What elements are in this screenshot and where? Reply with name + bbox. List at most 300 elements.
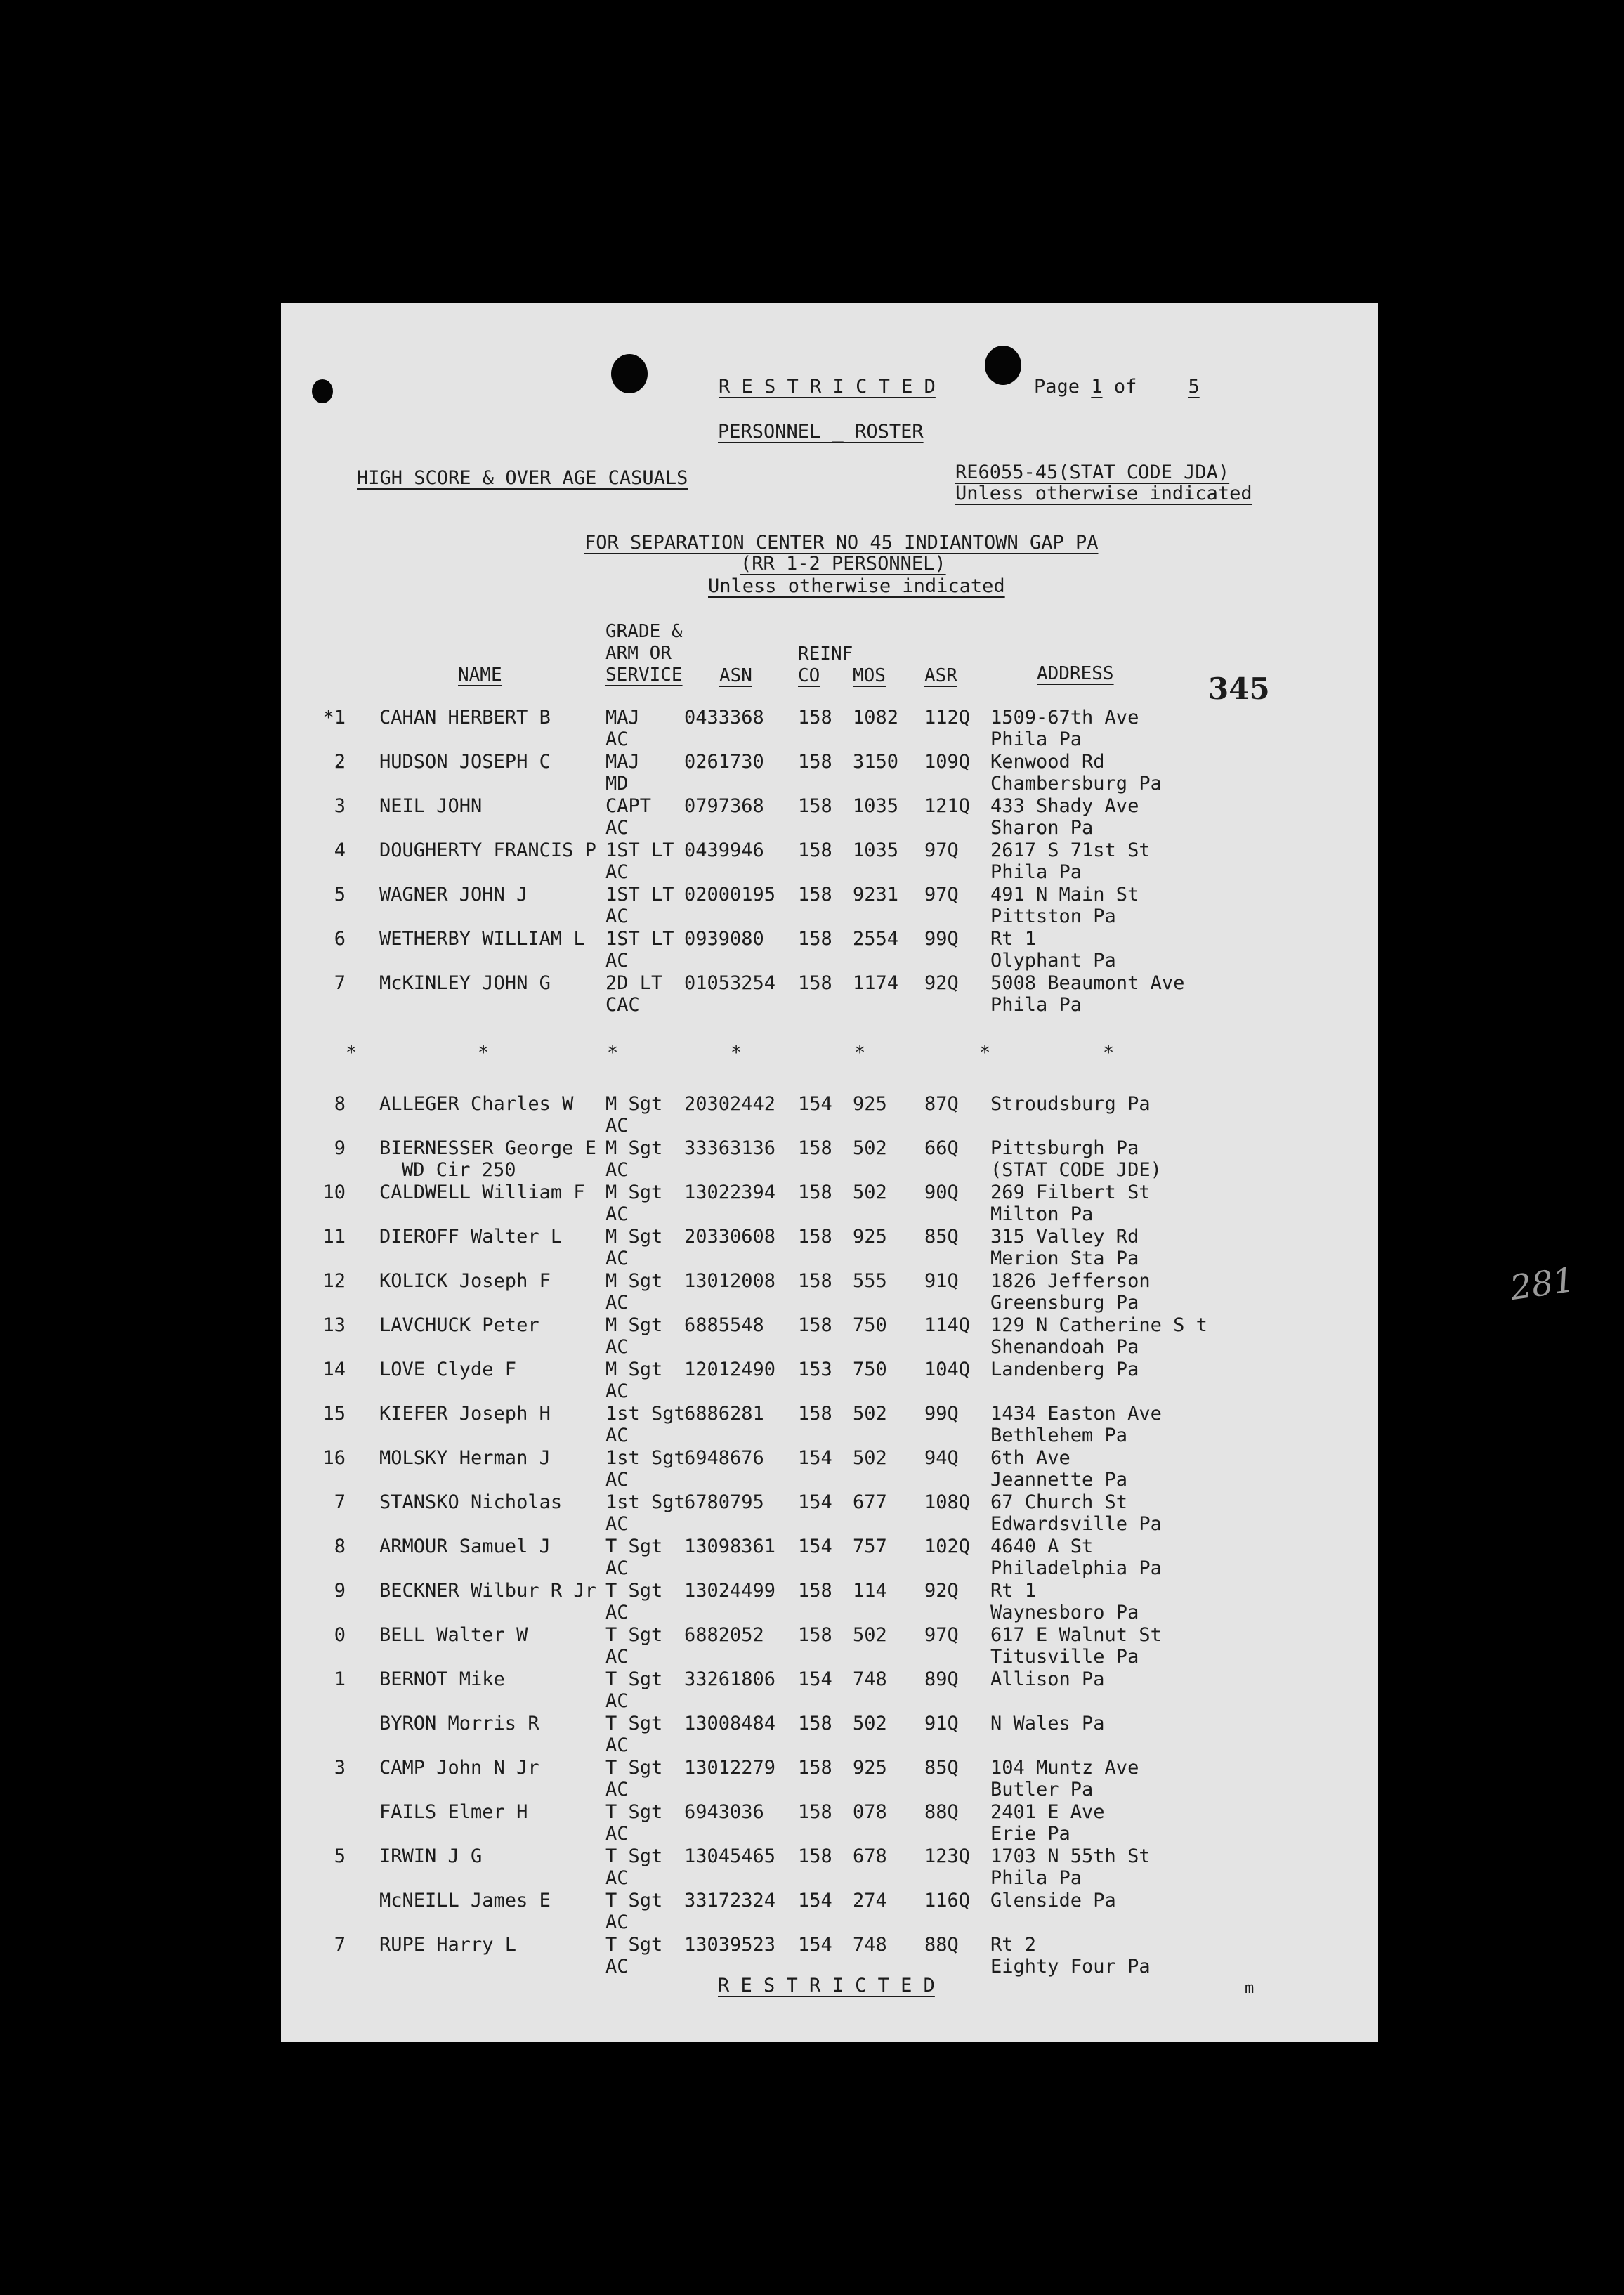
arm-service: AC — [605, 1956, 629, 1977]
address-line-1: 1509-67th Ave — [990, 707, 1139, 728]
grade: T Sgt — [605, 1934, 663, 1956]
address-line-1: 5008 Beaumont Ave — [990, 972, 1185, 994]
grade: 1st Sgt — [605, 1491, 686, 1513]
asr: 66Q — [924, 1137, 959, 1159]
reinf-co: 158 — [798, 1801, 832, 1823]
asr: 97Q — [924, 1624, 959, 1646]
arm-service: AC — [605, 905, 629, 927]
address-line-2: Waynesboro Pa — [990, 1602, 1139, 1623]
entry-number: 7 — [334, 972, 346, 994]
address-line-2: Chambersburg Pa — [990, 773, 1162, 795]
arm-service: AC — [605, 817, 629, 839]
asn: 6886281 — [684, 1403, 764, 1425]
mos: 677 — [853, 1491, 887, 1513]
person-name: MOLSKY Herman J — [379, 1447, 551, 1469]
address-line-2: Titusville Pa — [990, 1646, 1139, 1668]
reinf-co: 158 — [798, 1757, 832, 1779]
reinf-co: 158 — [798, 839, 832, 861]
asn: 13022394 — [684, 1182, 776, 1203]
separator-star: * — [979, 1042, 991, 1064]
asr: 85Q — [924, 1757, 959, 1779]
person-name: BECKNER Wilbur R Jr — [379, 1580, 596, 1602]
entry-number: 10 — [322, 1182, 346, 1203]
address-line-2: Milton Pa — [990, 1203, 1094, 1225]
punch-hole — [312, 379, 333, 403]
person-name: HUDSON JOSEPH C — [379, 751, 551, 773]
corner-mark: m — [1245, 1980, 1255, 1997]
separator-star: * — [854, 1042, 866, 1064]
grade: 1st Sgt — [605, 1447, 686, 1469]
person-name: STANSKO Nicholas — [379, 1491, 563, 1513]
table-row — [281, 1536, 1378, 1580]
reinf-co: 158 — [798, 928, 832, 950]
pencil-note: 281 — [1507, 1260, 1578, 1309]
personnel-class: (RR 1-2 PERSONNEL) — [740, 553, 946, 575]
mos: 748 — [853, 1934, 887, 1956]
person-name: NEIL JOHN — [379, 795, 483, 817]
reinf-co: 154 — [798, 1536, 832, 1557]
asr: 121Q — [924, 795, 971, 817]
asr: 91Q — [924, 1270, 959, 1292]
arm-service: AC — [605, 950, 629, 972]
asn: 01053254 — [684, 972, 776, 994]
asr: 109Q — [924, 751, 971, 773]
mos: 502 — [853, 1447, 887, 1469]
restricted-footer: R E S T R I C T E D — [718, 1975, 935, 1996]
asn: 0797368 — [684, 795, 764, 817]
mos: 757 — [853, 1536, 887, 1557]
col-name: NAME — [458, 665, 502, 686]
address-line-1: Pittsburgh Pa — [990, 1137, 1139, 1159]
table-row — [281, 884, 1378, 928]
address-line-1: 6th Ave — [990, 1447, 1070, 1469]
reinf-co: 154 — [798, 1890, 832, 1911]
asr: 85Q — [924, 1226, 959, 1248]
reinf-co: 158 — [798, 1713, 832, 1734]
asn: 33363136 — [684, 1137, 776, 1159]
address-line-2: (STAT CODE JDE) — [990, 1159, 1162, 1181]
entry-number: 1 — [334, 1668, 346, 1690]
asn: 0939080 — [684, 928, 764, 950]
entry-number: 5 — [334, 884, 346, 905]
address-line-1: 617 E Walnut St — [990, 1624, 1162, 1646]
grade: 2D LT — [605, 972, 663, 994]
asn: 33261806 — [684, 1668, 776, 1690]
mos: 274 — [853, 1890, 887, 1911]
entry-number: 6 — [334, 928, 346, 950]
arm-service: AC — [605, 1779, 629, 1800]
table-row — [281, 928, 1378, 972]
mos: 3150 — [853, 751, 899, 773]
person-name: KIEFER Joseph H — [379, 1403, 551, 1425]
reinf-co: 158 — [798, 1624, 832, 1646]
separation-center: FOR SEPARATION CENTER NO 45 INDIANTOWN GAP PA — [584, 532, 1099, 554]
col-asr: ASR — [924, 665, 957, 686]
arm-service: AC — [605, 1867, 629, 1889]
reinf-co: 158 — [798, 1182, 832, 1203]
asr: 99Q — [924, 928, 959, 950]
arm-service: AC — [605, 1602, 629, 1623]
table-row — [281, 1314, 1378, 1359]
entry-number: 11 — [322, 1226, 346, 1248]
person-name: CALDWELL William F — [379, 1182, 585, 1203]
asn: 0261730 — [684, 751, 764, 773]
arm-service: AC — [605, 1734, 629, 1756]
person-name: ALLEGER Charles W — [379, 1093, 574, 1115]
asr: 108Q — [924, 1491, 971, 1513]
entry-number: 12 — [322, 1270, 346, 1292]
table-row — [281, 707, 1378, 751]
separator-star: * — [731, 1042, 742, 1064]
address-line-2: Philadelphia Pa — [990, 1557, 1162, 1579]
reinf-co: 158 — [798, 1314, 832, 1336]
entry-number: 14 — [322, 1359, 346, 1380]
entry-number: 4 — [334, 839, 346, 861]
table-row — [281, 1447, 1378, 1491]
person-name: IRWIN J G — [379, 1845, 483, 1867]
person-name: WAGNER JOHN J — [379, 884, 528, 905]
asr: 97Q — [924, 839, 959, 861]
grade: 1ST LT — [605, 884, 674, 905]
entry-number: 7 — [334, 1491, 346, 1513]
mos: 2554 — [853, 928, 899, 950]
stamp-number: 345 — [1208, 672, 1270, 706]
address-line-1: 67 Church St — [990, 1491, 1128, 1513]
table-row — [281, 972, 1378, 1016]
asn: 6943036 — [684, 1801, 764, 1823]
asr: 102Q — [924, 1536, 971, 1557]
reinf-co: 158 — [798, 972, 832, 994]
address-line-1: Kenwood Rd — [990, 751, 1105, 773]
address-line-2: Greensburg Pa — [990, 1292, 1139, 1314]
grade: M Sgt — [605, 1226, 663, 1248]
arm-service: AC — [605, 1823, 629, 1845]
separator-star: * — [346, 1042, 358, 1064]
entry-number: 16 — [322, 1447, 346, 1469]
entry-number: 5 — [334, 1845, 346, 1867]
grade: MAJ — [605, 707, 640, 728]
address-line-1: 2401 E Ave — [990, 1801, 1105, 1823]
table-row — [281, 1934, 1378, 1978]
grade: T Sgt — [605, 1668, 663, 1690]
person-name: BIERNESSER George E — [379, 1137, 596, 1159]
mos: 925 — [853, 1093, 887, 1115]
reinf-co: 154 — [798, 1668, 832, 1690]
asn: 6885548 — [684, 1314, 764, 1336]
name-note: WD Cir 250 — [402, 1159, 516, 1181]
table-row — [281, 1668, 1378, 1713]
col-mos: MOS — [853, 665, 886, 686]
entry-number: 13 — [322, 1314, 346, 1336]
table-row — [281, 1403, 1378, 1447]
mos: 1082 — [853, 707, 899, 728]
arm-service: CAC — [605, 994, 640, 1016]
address-line-1: Rt 1 — [990, 928, 1037, 950]
separator-star: * — [607, 1042, 619, 1064]
address-line-1: Rt 2 — [990, 1934, 1037, 1956]
table-row — [281, 1359, 1378, 1403]
asn: 20330608 — [684, 1226, 776, 1248]
asr: 114Q — [924, 1314, 971, 1336]
entry-number: 7 — [334, 1934, 346, 1956]
punch-hole — [611, 354, 648, 393]
reinf-co: 158 — [798, 1580, 832, 1602]
address-line-2: Sharon Pa — [990, 817, 1094, 839]
asn: 0433368 — [684, 707, 764, 728]
asn: 20302442 — [684, 1093, 776, 1115]
address-line-1: Landenberg Pa — [990, 1359, 1139, 1380]
separator-star: * — [478, 1042, 490, 1064]
person-name: BYRON Morris R — [379, 1713, 539, 1734]
arm-service: MD — [605, 773, 629, 795]
address-line-2: Phila Pa — [990, 994, 1082, 1016]
address-line-2: Olyphant Pa — [990, 950, 1116, 972]
reinf-co: 154 — [798, 1491, 832, 1513]
grade: M Sgt — [605, 1359, 663, 1380]
mos: 1035 — [853, 795, 899, 817]
asn: 13039523 — [684, 1934, 776, 1956]
mos: 1035 — [853, 839, 899, 861]
address-line-2: Eighty Four Pa — [990, 1956, 1151, 1977]
reinf-co: 158 — [798, 751, 832, 773]
entry-number: 2 — [334, 751, 346, 773]
reinf-co: 154 — [798, 1093, 832, 1115]
mos: 750 — [853, 1359, 887, 1380]
mos: 9231 — [853, 884, 899, 905]
address-line-1: N Wales Pa — [990, 1713, 1105, 1734]
address-line-2: Pittston Pa — [990, 905, 1116, 927]
address-line-1: 315 Valley Rd — [990, 1226, 1139, 1248]
address-line-1: Stroudsburg Pa — [990, 1093, 1151, 1115]
table-row — [281, 1845, 1378, 1890]
col-reinf: REINF CO — [798, 643, 853, 686]
mos: 502 — [853, 1137, 887, 1159]
entry-number: 9 — [334, 1137, 346, 1159]
page-indicator: Page 1 of 5 — [1034, 376, 1200, 398]
address-line-2: Bethlehem Pa — [990, 1425, 1128, 1446]
col-asn: ASN — [719, 665, 752, 686]
asr: 112Q — [924, 707, 971, 728]
mos: 502 — [853, 1182, 887, 1203]
mos: 750 — [853, 1314, 887, 1336]
asr: 90Q — [924, 1182, 959, 1203]
grade: M Sgt — [605, 1093, 663, 1115]
grade: T Sgt — [605, 1624, 663, 1646]
reinf-co: 158 — [798, 707, 832, 728]
table-row — [281, 1137, 1378, 1182]
grade: MAJ — [605, 751, 640, 773]
asn: 12012490 — [684, 1359, 776, 1380]
person-name: RUPE Harry L — [379, 1934, 517, 1956]
arm-service: AC — [605, 1159, 629, 1181]
entry-number: 3 — [334, 1757, 346, 1779]
person-name: ARMOUR Samuel J — [379, 1536, 551, 1557]
reinf-co: 158 — [798, 1226, 832, 1248]
address-line-2: Phila Pa — [990, 861, 1082, 883]
unless-note: Unless otherwise indicated — [708, 575, 1005, 597]
person-name: CAHAN HERBERT B — [379, 707, 551, 728]
person-name: BELL Walter W — [379, 1624, 528, 1646]
grade: T Sgt — [605, 1580, 663, 1602]
person-name: CAMP John N Jr — [379, 1757, 539, 1779]
asn: 0439946 — [684, 839, 764, 861]
table-row — [281, 1580, 1378, 1624]
entry-number: *1 — [322, 707, 346, 728]
address-line-2: Phila Pa — [990, 1867, 1082, 1889]
reinf-co: 158 — [798, 1270, 832, 1292]
address-line-2: Phila Pa — [990, 728, 1082, 750]
left-title: HIGH SCORE & OVER AGE CASUALS — [357, 467, 688, 489]
separator-star: * — [1103, 1042, 1115, 1064]
entry-number: 9 — [334, 1580, 346, 1602]
grade: T Sgt — [605, 1757, 663, 1779]
asn: 02000195 — [684, 884, 776, 905]
mos: 078 — [853, 1801, 887, 1823]
person-name: LOVE Clyde F — [379, 1359, 517, 1380]
table-row — [281, 1093, 1378, 1137]
mos: 502 — [853, 1403, 887, 1425]
table-row — [281, 1182, 1378, 1226]
person-name: DIEROFF Walter L — [379, 1226, 563, 1248]
section-separator — [281, 1042, 1378, 1063]
entry-number: 3 — [334, 795, 346, 817]
reinf-co: 158 — [798, 884, 832, 905]
arm-service: AC — [605, 1690, 629, 1712]
punch-hole — [985, 346, 1021, 385]
address-line-1: Allison Pa — [990, 1668, 1105, 1690]
grade: M Sgt — [605, 1137, 663, 1159]
asr: 92Q — [924, 1580, 959, 1602]
person-name: McKINLEY JOHN G — [379, 972, 551, 994]
reinf-co: 154 — [798, 1934, 832, 1956]
reinf-co: 153 — [798, 1359, 832, 1380]
asr: 94Q — [924, 1447, 959, 1469]
asr: 116Q — [924, 1890, 971, 1911]
address-line-1: 433 Shady Ave — [990, 795, 1139, 817]
person-name: WETHERBY WILLIAM L — [379, 928, 585, 950]
grade: T Sgt — [605, 1890, 663, 1911]
asn: 13098361 — [684, 1536, 776, 1557]
arm-service: AC — [605, 861, 629, 883]
address-line-2: Edwardsville Pa — [990, 1513, 1162, 1535]
col-grade: GRADE & ARM OR SERVICE — [605, 621, 683, 686]
mos: 925 — [853, 1226, 887, 1248]
asr: 88Q — [924, 1934, 959, 1956]
asn: 13024499 — [684, 1580, 776, 1602]
arm-service: AC — [605, 1911, 629, 1933]
arm-service: AC — [605, 1336, 629, 1358]
table-row — [281, 1757, 1378, 1801]
asn: 13045465 — [684, 1845, 776, 1867]
arm-service: AC — [605, 1292, 629, 1314]
arm-service: AC — [605, 1425, 629, 1446]
grade: 1st Sgt — [605, 1403, 686, 1425]
address-line-2: Butler Pa — [990, 1779, 1094, 1800]
table-row — [281, 1624, 1378, 1668]
mos: 502 — [853, 1624, 887, 1646]
reinf-co: 154 — [798, 1447, 832, 1469]
grade: T Sgt — [605, 1845, 663, 1867]
grade: T Sgt — [605, 1536, 663, 1557]
restricted-header: R E S T R I C T E D — [719, 376, 936, 398]
arm-service: AC — [605, 1513, 629, 1535]
grade: M Sgt — [605, 1314, 663, 1336]
table-row — [281, 1270, 1378, 1314]
address-line-1: 1434 Easton Ave — [990, 1403, 1162, 1425]
reinf-co: 158 — [798, 1845, 832, 1867]
mos: 555 — [853, 1270, 887, 1292]
address-line-2: Erie Pa — [990, 1823, 1070, 1845]
address-line-1: 1826 Jefferson — [990, 1270, 1151, 1292]
table-row — [281, 1713, 1378, 1757]
asn: 13008484 — [684, 1713, 776, 1734]
mos: 925 — [853, 1757, 887, 1779]
asr: 88Q — [924, 1801, 959, 1823]
person-name: DOUGHERTY FRANCIS P — [379, 839, 596, 861]
asr: 97Q — [924, 884, 959, 905]
address-line-2: Shenandoah Pa — [990, 1336, 1139, 1358]
table-row — [281, 1801, 1378, 1845]
roster-page — [281, 303, 1578, 2042]
table-row — [281, 795, 1378, 839]
table-row — [281, 1890, 1378, 1934]
address-line-1: 129 N Catherine S t — [990, 1314, 1207, 1336]
grade: M Sgt — [605, 1270, 663, 1292]
mos: 114 — [853, 1580, 887, 1602]
asn: 33172324 — [684, 1890, 776, 1911]
arm-service: AC — [605, 1469, 629, 1491]
entry-number: 15 — [322, 1403, 346, 1425]
person-name: BERNOT Mike — [379, 1668, 505, 1690]
grade: 1ST LT — [605, 839, 674, 861]
asr: 87Q — [924, 1093, 959, 1115]
col-address: ADDRESS — [1037, 663, 1114, 684]
reinf-co: 158 — [798, 795, 832, 817]
asn: 6948676 — [684, 1447, 764, 1469]
address-line-1: 1703 N 55th St — [990, 1845, 1151, 1867]
grade: T Sgt — [605, 1713, 663, 1734]
person-name: McNEILL James E — [379, 1890, 551, 1911]
table-row — [281, 1226, 1378, 1270]
stat-code: RE6055-45(STAT CODE JDA) — [955, 462, 1230, 483]
address-line-1: 104 Muntz Ave — [990, 1757, 1139, 1779]
arm-service: AC — [605, 1203, 629, 1225]
person-name: LAVCHUCK Peter — [379, 1314, 539, 1336]
arm-service: AC — [605, 1115, 629, 1137]
roster-title: PERSONNEL _ ROSTER — [718, 421, 924, 443]
address-line-1: Rt 1 — [990, 1580, 1037, 1602]
grade: 1ST LT — [605, 928, 674, 950]
asn: 13012279 — [684, 1757, 776, 1779]
person-name: KOLICK Joseph F — [379, 1270, 551, 1292]
address-line-1: 2617 S 71st St — [990, 839, 1151, 861]
asn: 13012008 — [684, 1270, 776, 1292]
asr: 104Q — [924, 1359, 971, 1380]
stat-code-note: Unless otherwise indicated — [955, 483, 1252, 504]
entry-number: 8 — [334, 1536, 346, 1557]
grade: T Sgt — [605, 1801, 663, 1823]
arm-service: AC — [605, 1557, 629, 1579]
asn: 6780795 — [684, 1491, 764, 1513]
asr: 91Q — [924, 1713, 959, 1734]
mos: 1174 — [853, 972, 899, 994]
address-line-1: 269 Filbert St — [990, 1182, 1151, 1203]
table-row — [281, 1491, 1378, 1536]
asn: 6882052 — [684, 1624, 764, 1646]
address-line-2: Merion Sta Pa — [990, 1248, 1139, 1269]
arm-service: AC — [605, 1380, 629, 1402]
reinf-co: 158 — [798, 1137, 832, 1159]
